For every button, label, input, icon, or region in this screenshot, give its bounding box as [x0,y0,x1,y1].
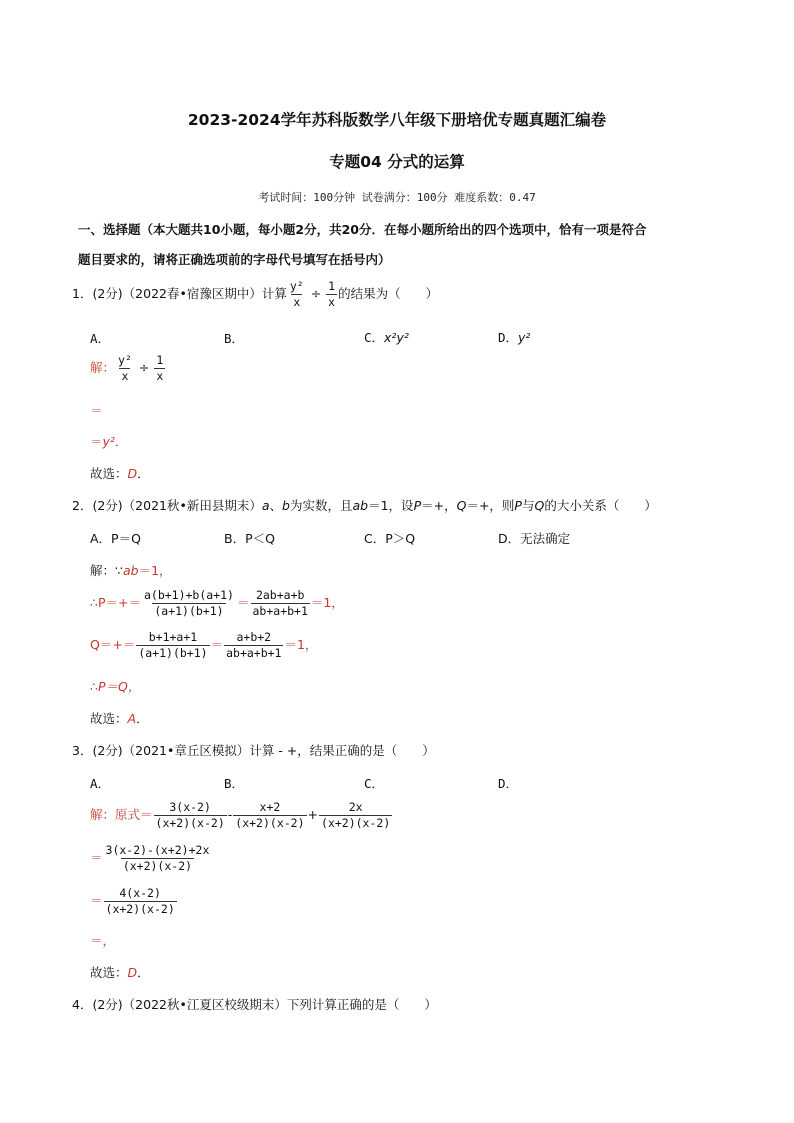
answer-label: 故选： [90,466,128,481]
answer-choice: A [127,711,137,726]
fraction-denominator: ab+a+b+1 [226,646,282,660]
q3-solution-line4: ＝， [90,933,116,948]
var-ab: ab [352,498,369,513]
q3-solution-line3 [90,886,178,917]
q2-option-d: D．无法确定 [498,531,571,546]
q3-answer [90,963,150,981]
stem-text: ＝1，设 [368,498,414,513]
answer-label: 故选： [90,965,128,980]
var-ab: ab [122,563,139,578]
section-heading-line1: 一、选择题（本大题共10小题，每小题2分，共20分．在每小题所给出的四个选项中，恰有一项是符合 [78,222,647,237]
q2-solution-p-line [90,588,344,619]
fraction-numerator: b+1+a+1 [148,630,198,644]
plus-operator: + [307,807,319,822]
page-subtitle: 专题04 分式的运算 [329,153,465,171]
p-expression-prefix: ∴P＝+＝ [90,595,141,610]
fraction-denominator: (x+2)(x-2) [105,902,175,916]
exam-info: 考试时间：100分钟 试卷满分：100分 难度系数：0.47 [258,191,536,204]
divide-operator: ÷ [310,286,322,301]
q3-fraction-2 [233,800,306,831]
q-fraction-1 [136,630,209,661]
option-value: x²y² [384,330,409,345]
period: ． [114,434,128,449]
answer-choice: D [127,466,138,481]
var-p: P [514,498,522,513]
fraction-numerator: a+b+2 [236,630,272,644]
fraction-numerator: y² [289,279,304,293]
answer-label: 故选： [90,711,128,726]
fraction-denominator: x [293,295,301,309]
var-q: Q [456,498,467,513]
solution-fraction-1 [116,353,134,384]
q1-solution-line1 [90,353,166,384]
q3-option-a: A． [90,776,111,791]
solution-label: 解：原式＝ [90,807,153,822]
q2-option-c: C．P＞Q [364,531,416,546]
solution-label: 解： [90,360,116,375]
fraction-denominator: x [156,369,164,383]
q1-option-d [498,328,530,346]
q2-conclusion: ∴P＝Q， [90,679,141,694]
q3-fraction-3 [319,800,392,831]
question-2-stem [72,496,657,514]
q3-simplified-fraction [104,886,177,917]
fraction-denominator: (a+1)(b+1) [154,604,224,618]
q1-option-a: A． [90,331,111,346]
equals-sign: ＝ [236,595,250,610]
q2-solution-q-line [90,630,317,661]
question-1-suffix: 的结果为（ ） [338,286,439,301]
period: ． [137,466,150,481]
q3-option-c: C． [364,776,385,791]
period: ． [136,711,149,726]
fraction-numerator: 2x [348,800,363,814]
q1-solution-line3 [90,432,127,450]
q3-solution-line2 [90,843,212,874]
stem-text: 、 [269,498,283,513]
stem-text: 为实数，且 [289,498,353,513]
equation-text: ＝1， [138,563,172,578]
question-1-fraction-1 [288,279,306,310]
q3-option-d: D． [498,776,519,791]
section-heading-line2: 题目要求的，请将正确选项前的字母代号填写在括号内） [78,252,391,267]
q1-answer [90,464,150,482]
fraction-denominator: (x+2)(x-2) [235,816,305,830]
fraction-numerator: 1 [156,353,164,367]
var-b: b [282,498,290,513]
q2-answer [90,709,149,727]
p-result: ＝1， [310,595,344,610]
fraction-numerator: 4(x-2) [119,886,161,900]
fraction-denominator: (x+2)(x-2) [321,816,391,830]
option-label: C． [364,330,385,345]
question-3-stem: 3．(2分)（2021•章丘区模拟）计算 - +，结果正确的是（ ） [72,743,435,758]
q3-option-b: B． [224,776,245,791]
q3-solution-line1 [90,800,393,831]
option-label: D． [498,330,519,345]
period: ． [137,965,150,980]
q-expression-prefix: Q＝+＝ [90,637,136,652]
q2-option-a: A．P＝Q [90,531,141,546]
stem-text: 的大小关系（ ） [544,498,657,513]
var-a: a [261,498,270,513]
fraction-denominator: x [121,369,129,383]
p-fraction-1 [142,588,236,619]
fraction-numerator: a(b+1)+b(a+1) [143,588,234,602]
divide-operator: ÷ [138,360,150,375]
option-value: y² [518,330,531,345]
q3-fraction-1 [154,800,227,831]
fraction-denominator: (x+2)(x-2) [155,816,225,830]
q1-option-b: B． [224,331,245,346]
fraction-numerator: 1 [328,279,336,293]
q1-solution-line2: ＝ [90,403,103,418]
equals-sign: ＝ [90,434,103,449]
fraction-numerator: x+2 [259,800,281,814]
stem-text: ＝+，则 [466,498,515,513]
solution-fraction-2 [154,353,165,384]
q3-combined-fraction [104,843,212,874]
question-4-stem: 4．(2分)（2022秋•江夏区校级期末）下列计算正确的是（ ） [72,997,437,1012]
minus-operator: - [227,807,233,822]
fraction-denominator: (a+1)(b+1) [138,646,208,660]
question-2-prefix: 2．(2分)（2021秋•新田县期末） [72,498,262,513]
question-1-prefix: 1．(2分)（2022春•宿豫区期中）计算 [72,286,287,301]
q-result: ＝1， [284,637,318,652]
fraction-numerator: y² [118,353,132,367]
stem-text: ＝+， [421,498,457,513]
var-q: Q [534,498,545,513]
fraction-denominator: ab+a+b+1 [252,604,308,618]
question-1-fraction-2 [326,279,337,310]
answer-choice: D [127,965,138,980]
fraction-numerator: 3(x-2)-(x+2)+2x [105,843,210,857]
question-1-stem [72,279,438,310]
q-fraction-2 [224,630,283,661]
fraction-numerator: 2ab+a+b [255,588,305,602]
solution-label: 解：∵ [90,563,123,578]
q1-option-c [364,328,409,346]
result-value: y² [102,434,115,449]
q2-option-b: B．P＜Q [224,531,275,546]
equals-sign: ＝ [90,893,103,908]
p-fraction-2 [251,588,310,619]
var-p: P [413,498,422,513]
q2-solution-line1 [90,561,172,579]
fraction-denominator: (x+2)(x-2) [122,859,193,873]
stem-text: 与 [521,498,535,513]
page-title: 2023-2024学年苏科版数学八年级下册培优专题真题汇编卷 [187,111,607,129]
equals-sign: ＝ [210,637,224,652]
fraction-denominator: x [328,295,336,309]
equals-sign: ＝ [90,850,103,865]
fraction-numerator: 3(x-2) [169,800,211,814]
